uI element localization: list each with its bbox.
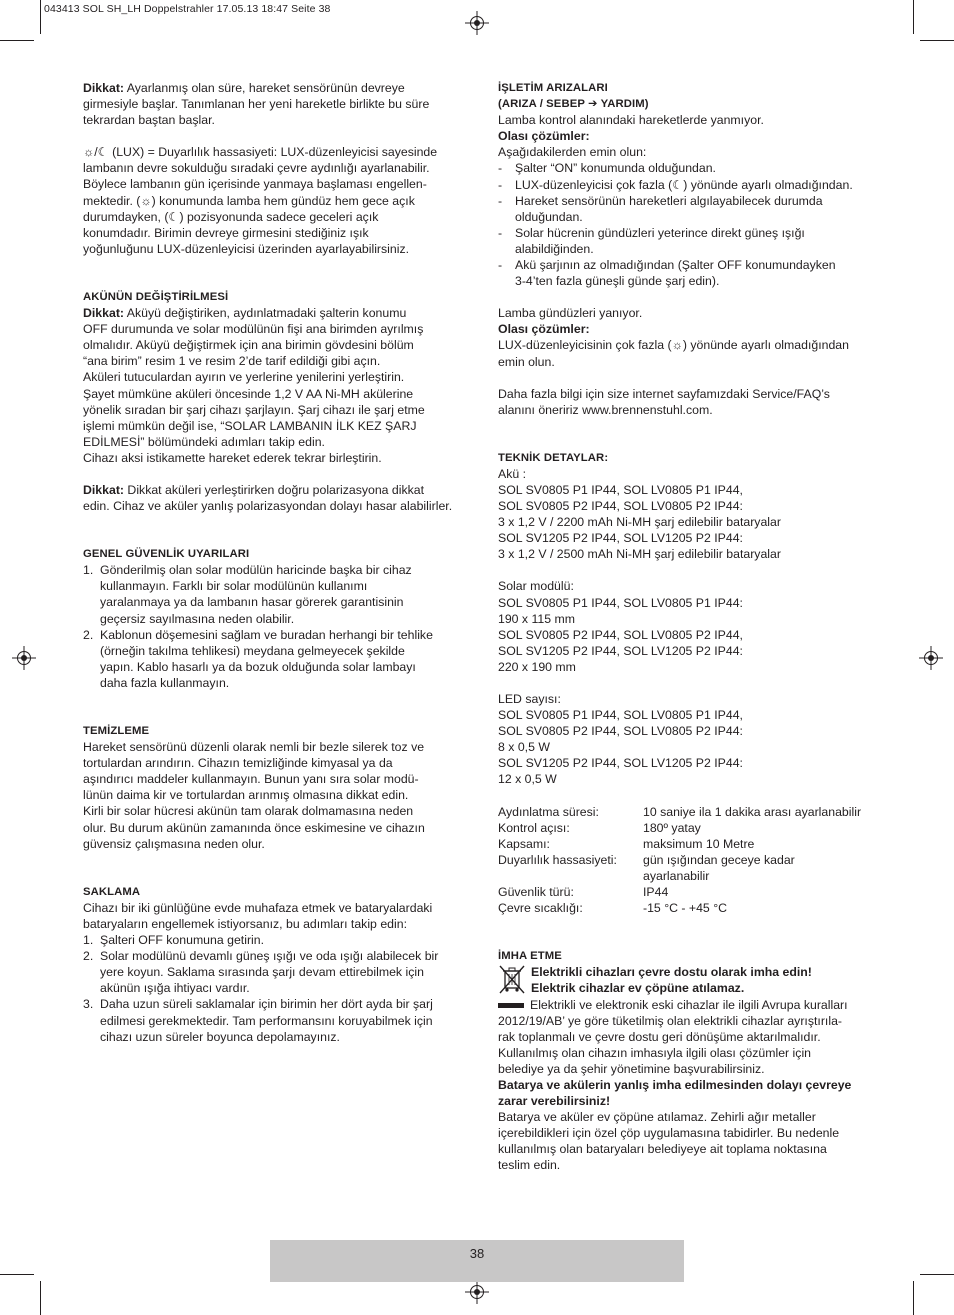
list-item: - Solar hücrenin gündüzleri yeterince direkt güneş ışığı alabildiğinden. [498, 225, 805, 256]
check-intro: Aşağıdakilerden emin olun: [498, 145, 647, 160]
crop-mark-tl-h [0, 40, 34, 41]
list-item: - Hareket sensörünün hareketleri algılayabilecek durumda olduğundan. [498, 193, 823, 224]
list-item: - LUX-düzenleyicisi çok fazla (☾) yönünde ayarlı olmadığından. [498, 177, 853, 192]
disposal-paragraph: Elektrikli ve elektronik eski cihazlar ile ilgili Avrupa kuralları 2012/19/AB’ ye göre tüketilmiş olan elektrikli cihazlar ayrıştırıla- rak toplanmalı ve çevre dostu geri dönüşüme aktarılmalıdır. Kullanılmış olan cihazın imhasıyla ilgili olası çözümler için belediye ya da şehir yönetimine başvurabilirsiniz. [498, 997, 848, 1076]
battery-paragraph: Dikkat: Aküyü değiştiriken, aydınlatmadaki şalterin konumu OFF durumunda ve solar modülünün fişi ana birimden ayrılmış olmalıdır. Aküyü değiştirmek için ana birimin gövdesini bölüm “ana birim” resim 1 ve resim 2’de tarif edildiği gibi açın. Aküleri tutuculardan ayırın ve yerlerine yenilerini yerleştirin. Şayet mümküne aküleri öncesinde 1,2 V AA Ni-MH akülerine yönelik sıradan bir şarj cihazı şarjlayın. Şarj cihazı ile şarj etme işlemi mümkün değil ise, “SOLAR LAMBANIN İLK KEZ ŞARJ EDİLMESİ” bölümündeki adımları takip edin. Cihazı aksi istikamette hareket ederek tekrar birleştirin. [83, 306, 425, 465]
more-info: Daha fazla bilgi için size internet sayfamızdaki Service/FAQ’s alanını öneririz www.brennenstuhl.com. [498, 386, 830, 417]
faults-subtitle: (ARIZA / SEBEP ➔ YARDIM) [498, 98, 649, 111]
spec-row: Duyarlılık hassasiyeti: gün ışığından geceye kadar ayarlanabilir [498, 852, 795, 883]
lux-paragraph: ☼/☾ (LUX) = Duyarlılık hassasiyeti: LUX-düzenleyicisi sayesinde lambanın devre sokulduğu sıradaki çevre aydınlığı ayarlanabilir. Böylece lambanın gün içerisinde yanmaya başlaması engellen- mektedir. (☼) konumunda lamba hem gündüz hem gece açık durumdayken, (☾) pozisyonunda sadece geceleri açık konumdadır. Birimin devreye girmesini stediğiniz ışık yoğunluğunu LUX-düzenleyicisi üzerinden ayarlayabilirsiniz. [83, 145, 438, 256]
cleaning-paragraph: Hareket sensörünü düzenli olarak nemli bir bezle silerek toz ve tortulardan arındırın. Cihazın temizliğinde kimyasal ya da aşındırıcı maddeler kullanmayın. Bunun yanı sıra solar modü- lünün daima kir ve tortulardan arınmış olmasına dikkat edin. Kirli bir solar hücresi akünün tam olarak dolmamasına neden olur. Bu durum akünün zamanında önce eskimesine ve cihazın güvensiz çalışmasına neden olur. [83, 740, 425, 851]
list-item: - Akü şarjının az olmadığından (Şalter OFF konumundayken 3-4’ten fazla güneşli günde şarj edin). [498, 258, 836, 289]
section-title-battery: AKÜNÜN DEĞİŞTİRİLMESİ [83, 290, 229, 303]
list-item: 3. Daha uzun süreli saklamalar için birimin her dört ayda bir şarj edilmesi gerekmektedir. Tam performansını koruyabilmek için cihazı uzun süreler boyunca depolamayınız. [83, 997, 433, 1044]
spec-row: Kapsamı: maksimum 10 Metre [498, 836, 755, 851]
section-title-disposal: İMHA ETME [498, 950, 562, 963]
crop-mark-br-v [913, 1281, 914, 1315]
solutions-label: Olası çözümler: [498, 129, 590, 144]
bin-bar-icon [498, 1003, 524, 1008]
registration-mark-left-icon [12, 646, 36, 670]
crop-mark-br-h [920, 1274, 954, 1275]
disposal-heading-2: Elektrik cihazlar ev çöpüne atılamaz. [531, 981, 745, 996]
crop-mark-bl-v [40, 1281, 41, 1315]
polarity-warning: Dikkat: Dikkat aküleri yerleştirirken doğru polarizasyona dikkat edin. Cihaz ve aküler yanlış polarizasyondan dolayı hasar alabilirler. [83, 482, 453, 514]
fault-2: Lamba gündüzleri yanıyor. [498, 306, 643, 321]
page-footer [270, 1240, 684, 1282]
fault-1: Lamba kontrol alanındaki hareketlerde yanmıyor. [498, 113, 764, 128]
tech-solar: Solar modülü: SOL SV0805 P1 IP44, SOL LV0805 P1 IP44: 190 x 115 mm SOL SV0805 P2 IP44, SOL LV0805 P2 IP44, SOL SV1205 P2 IP44, SOL LV1205 P2 IP44: 220 x 190 mm [498, 579, 743, 674]
list-item: 2. Kablonun döşemesini sağlam ve buradan herhangi bir tehlike (örneğin takılma tehlikesi) meydana gelmeyecek şekilde yapın. Kablo hasarlı ya da bozuk olduğunda solar lambayı daha fazla kullanmayın. [83, 627, 433, 690]
crop-mark-tl-v [40, 0, 41, 34]
print-slug: 043413 SOL SH_LH Doppelstrahler 17.05.13 18:47 Seite 38 [44, 3, 331, 15]
disposal-block [498, 964, 873, 996]
section-title-storage: SAKLAMA [83, 885, 141, 898]
list-item: 1. Şalteri OFF konumuna getirin. [83, 933, 265, 948]
spec-row: Kontrol açısı: 180º yatay [498, 820, 701, 835]
solutions-label-2: Olası çözümler: [498, 322, 590, 337]
fault-2-solution: LUX-düzenleyicisinin çok fazla (☼) yönünde ayarlı olmadığından emin olun. [498, 338, 849, 369]
list-item: 1. Gönderilmiş olan solar modülün haricinde başka bir cihaz kullanmayın. Farklı bir solar modülünün kullanımı yaralanmaya ya da lambanın hasar görerek garantisinin geçersiz sayılmasına neden olabilir. [83, 563, 412, 626]
registration-mark-top-icon [465, 11, 489, 35]
timer-note: Dikkat: Ayarlanmış olan süre, hareket sensörünün devreye girmesiyle başlar. Tanımlanan her yeni hareketle birlikte bu süre tekrardan baştan başlar. [83, 81, 430, 128]
crop-mark-bl-h [0, 1274, 34, 1275]
disposal-heading-1: Elektrikli cihazları çevre dostu olarak imha edin! [531, 965, 812, 980]
crossed-bin-icon [498, 964, 526, 994]
section-title-faults: İŞLETİM ARIZALARI [498, 82, 608, 94]
spec-row: Aydınlatma süresi: 10 saniye ila 1 dakika arası ayarlanabilir [498, 804, 862, 819]
registration-mark-right-icon [919, 646, 943, 670]
storage-intro: Cihazı bir iki günlüğüne evde muhafaza etmek ve bataryalardaki bataryaların engellemek istiyorsanız, bu adımları takip edin: [83, 900, 433, 931]
battery-disposal-warning: Batarya ve akülerin yanlış imha edilmesinden dolayı çevreye zarar verebilirsiniz! [498, 1077, 852, 1109]
left-column [83, 80, 458, 1045]
crop-mark-tr-h [920, 40, 954, 41]
battery-disposal-paragraph: Batarya ve aküler ev çöpüne atılamaz. Zehirli ağır metaller içerebildikleri için özel çöp uygulamasına tabidirler. Bu nedenle kullanılmış olan bataryaları belediyeye ait toplama noktasına teslim edin. [498, 1110, 840, 1173]
tech-led: LED sayısı: SOL SV0805 P1 IP44, SOL LV0805 P1 IP44, SOL SV0805 P2 IP44, SOL LV0805 P2 IP44: 8 x 0,5 W SOL SV1205 P2 IP44, SOL LV1205 P2 IP44: 12 x 0,5 W [498, 692, 743, 787]
list-item: - Şalter “ON” konumunda olduğundan. [498, 161, 716, 176]
section-title-cleaning: TEMİZLEME [83, 725, 150, 737]
list-item: 2. Solar modülünü devamlı güneş ışığı ve oda ışığı alabilecek bir yere koyun. Saklama sırasında şarjı devam ettirebilmek için akünün ışığa ihtiyacı vardır. [83, 949, 439, 996]
section-title-technical: TEKNİK DETAYLAR: [498, 451, 609, 464]
spec-row: Çevre sıcaklığı: -15 °C - +45 °C [498, 901, 727, 916]
spec-row: Güvenlik türü: IP44 [498, 885, 669, 900]
page-number: 38 [469, 1246, 485, 1261]
right-column [498, 80, 873, 1174]
tech-battery: Akü : SOL SV0805 P1 IP44, SOL LV0805 P1 IP44, SOL SV0805 P2 IP44, SOL LV0805 P2 IP44: 3 x 1,2 V / 2200 mAh Ni-MH şarj edilebilir bataryalar SOL SV1205 P2 IP44, SOL LV1205 P2 IP44: 3 x 1,2 V / 2500 mAh Ni-MH şarj edilebilir bataryalar [498, 466, 781, 562]
crop-mark-tr-v [913, 0, 914, 34]
section-title-safety: GENEL GÜVENLİK UYARILARI [83, 548, 250, 561]
registration-mark-bottom-icon [465, 1280, 489, 1304]
